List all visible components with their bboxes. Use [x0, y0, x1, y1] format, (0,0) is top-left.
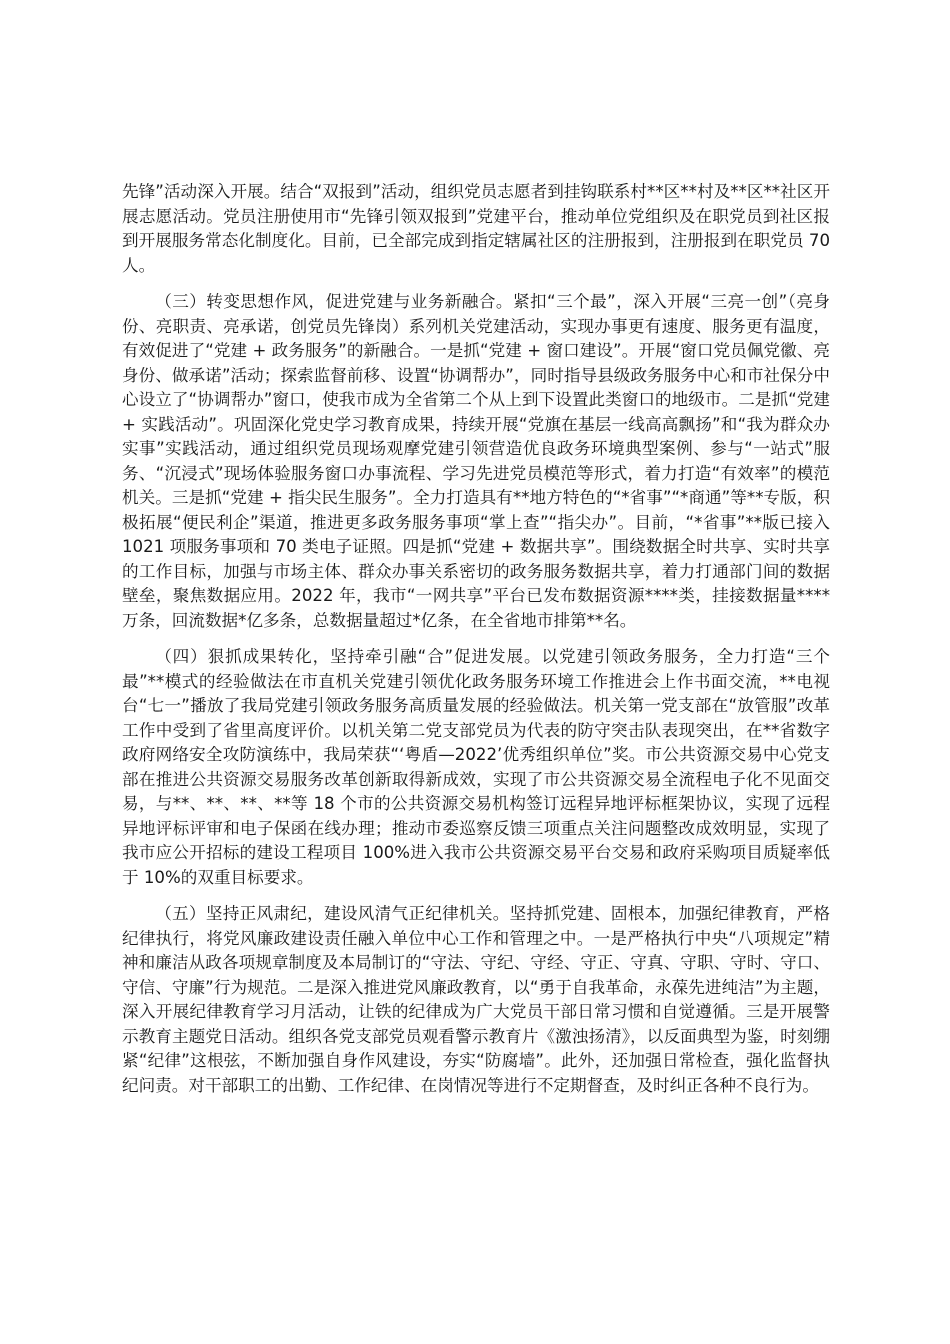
- paragraph-section-four: （四）狠抓成果转化，坚持牵引融“合”促进发展。以党建引领政务服务，全力打造“三个最”**模式的经验做法在市直机关党建引领优化政务服务环境工作推进会上作书面交流，**电视台“七一”播放了我局党建引领政务服务高质量发展的经验做法。机关第一党支部在“放管服”改革工作中受到了省里高度评价。以机关第二党支部党员为代表的防守突击队表现突出，在**省数字政府网络安全攻防演练中，我局荣获“‘粤盾—2022’优秀组织单位”奖。市公共资源交易中心党支部在推进公共资源交易服务改革创新取得新成效，实现了市公共资源交易全流程电子化不见面交易，与**、**、**、**等 18 个市的公共资源交易机构签订远程异地评标框架协议，实现了远程异地评标评审和电子保函在线办理；推动市委巡察反馈三项重点关注问题整改成效明显，实现了我市应公开招标的建设工程项目 100%进入我市公共资源交易平台交易和政府采购项目质疑率低于 10%的双重目标要求。: [122, 647, 830, 887]
- document-body: [122, 180, 830, 1110]
- paragraph-continuation: 先锋”活动深入开展。结合“双报到”活动，组织党员志愿者到挂钩联系村**区**村及**区**社区开展志愿活动。党员注册使用市“先锋引领双报到”党建平台，推动单位党组织及在职党员到社区报到开展服务常态化制度化。目前，已全部完成到指定辖属社区的注册报到，注册报到在职党员 70 人。: [122, 182, 830, 275]
- paragraph-section-three: （三）转变思想作风，促进党建与业务新融合。紧扣“三个最”，深入开展“三亮一创”（亮身份、亮职责、亮承诺，创党员先锋岗）系列机关党建活动，实现办事更有速度、服务更有温度，有效促进了“党建 + 政务服务”的新融合。一是抓“党建 + 窗口建设”。开展“窗口党员佩党徽、亮身份、做承诺”活动；探索监督前移、设置“协调帮办”，同时指导县级政务服务中心和市社保分中心设立了“协调帮办”窗口，使我市成为全省第二个从上到下设置此类窗口的地级市。二是抓“党建 + 实践活动”。巩固深化党史学习教育成果，持续开展“党旗在基层一线高高飘扬”和“我为群众办实事”实践活动，通过组织党员现场观摩党建引领营造优良政务环境典型案例、参与“一站式”服务、“沉浸式”现场体验服务窗口办事流程、学习先进党员模范等形式，着力打造“有效率”的模范机关。三是抓“党建 + 指尖民生服务”。全力打造具有**地方特色的“*省事”“*商通”等**专版，积极拓展“便民利企”渠道，推进更多政务服务事项“掌上查”“指尖办”。目前，“*省事”**版已接入 1021 项服务事项和 70 类电子证照。四是抓“党建 + 数据共享”。围绕数据全时共享、实时共享的工作目标，加强与市场主体、群众办事关系密切的政务服务数据共享，着力打通部门间的数据壁垒，聚焦数据应用。2022 年，我市“一网共享”平台已发布数据资源****类，挂接数据量****万条，回流数据*亿多条，总数据量超过*亿条，在全省地市排第**名。: [122, 292, 830, 630]
- paragraph-section-five: （五）坚持正风肃纪，建设风清气正纪律机关。坚持抓党建、固根本，加强纪律教育，严格纪律执行，将党风廉政建设责任融入单位中心工作和管理之中。一是严格执行中央“八项规定”精神和廉洁从政各项规章制度及本局制订的“守法、守纪、守经、守正、守真、守职、守时、守口、守信、守廉”行为规范。二是深入推进党风廉政教育，以“勇于自我革命，永葆先进纯洁”为主题，深入开展纪律教育学习月活动，让铁的纪律成为广大党员干部日常习惯和自觉遵循。三是开展警示教育主题党日活动。组织各党支部党员观看警示教育片《激浊扬清》，以反面典型为鉴，时刻绷紧“纪律”这根弦，不断加强自身作风建设，夯实“防腐墙”。此外，还加强日常检查，强化监督执纪问责。对干部职工的出勤、工作纪律、在岗情况等进行不定期督查，及时纠正各种不良行为。: [122, 904, 830, 1095]
